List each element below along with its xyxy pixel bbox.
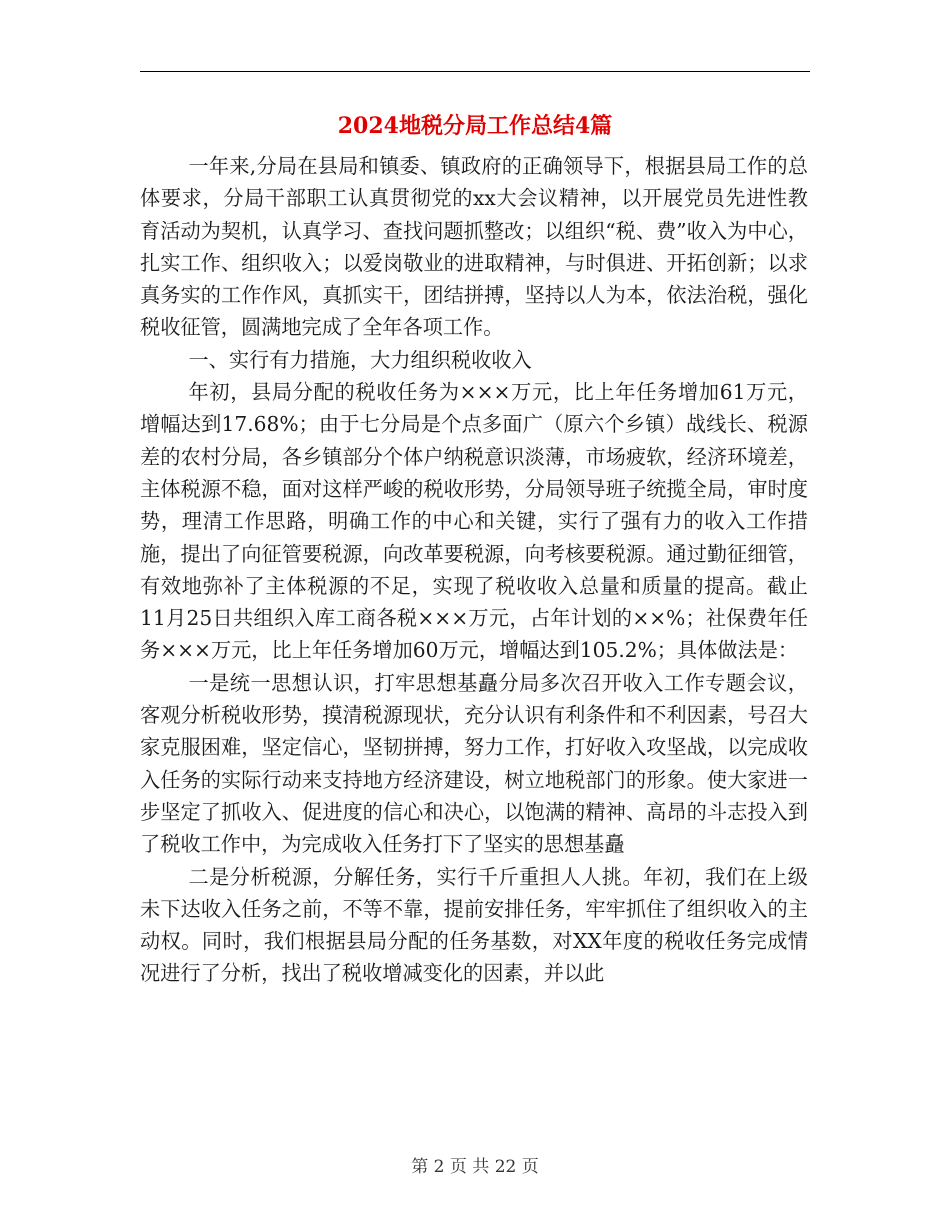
header-rule bbox=[140, 71, 810, 72]
paragraph-point-1: 一是统一思想认识，打牢思想基矗分局多次召开收入工作专题会议，客观分析税收形势，摸清税源现状，充分认识有利条件和不利因素，号召大家克服困难，坚定信心，坚韧拼搏，努力工作，打好收入攻坚战，以完成收入任务的实际行动来支持地方经济建设，树立地税部门的形象。使大家进一步坚定了抓收入、促进度的信心和决心，以饱满的精神、高昂的斗志投入到了税收工作中，为完成收入任务打下了坚实的思想基矗 bbox=[140, 670, 808, 857]
paragraph-point-2: 二是分析税源，分解任务，实行千斤重担人人挑。年初，我们在上级未下达收入任务之前，不等不靠，提前安排任务，牢牢抓住了组织收入的主动权。同时，我们根据县局分配的任务基数，对XX年度的税收任务完成情况进行了分析，找出了税收增减变化的因素，并以此 bbox=[140, 864, 808, 986]
paragraph-intro: 一年来,分局在县局和镇委、镇政府的正确领导下，根据县局工作的总体要求，分局干部职工认真贯彻党的xx大会议精神，以开展党员先进性教育活动为契机，认真学习、查找问题抓整改；以组织“税、费”收入为中心，扎实工作、组织收入；以爱岗敬业的进取精神，与时俱进、开拓创新；以求真务实的工作作风，真抓实干，团结拼搏，坚持以人为本，依法治税，强化税收征管，圆满地完成了全年各项工作。 bbox=[140, 154, 808, 340]
paragraph-tax-task: 年初，县局分配的税收任务为×××万元，比上年任务增加61万元，增幅达到17.68%；由于七分局是个点多面广（原六个乡镇）战线长、税源差的农村分局，各乡镇部分个体户纳税意识淡薄，市场疲软，经济环境差，主体税源不稳，面对这样严峻的税收形势，分局领导班子统揽全局，审时度势，理清工作思路，明确工作的中心和关键，实行了强有力的收入工作措施，提出了向征管要税源，向改革要税源，向考核要税源。通过勤征细管，有效地弥补了主体税源的不足，实现了税收收入总量和质量的提高。截止11月25日共组织入库工商各税×××万元，占年计划的××%；社保费年任务×××万元，比上年任务增加60万元，增幅达到105.2%；具体做法是： bbox=[140, 380, 808, 663]
document-title: 2024地税分局工作总结4篇 bbox=[337, 113, 613, 139]
page-footer: 第 2 页 共 22 页 bbox=[411, 1157, 539, 1177]
section-heading-1: 一、实行有力措施，大力组织税收收入 bbox=[188, 347, 532, 372]
document-body bbox=[140, 150, 808, 990]
